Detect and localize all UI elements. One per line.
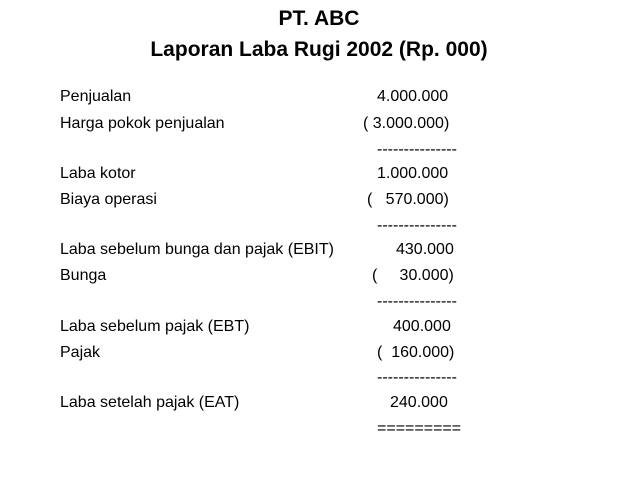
row-label: Laba sebelum bunga dan pajak (EBIT) bbox=[60, 241, 334, 258]
row-value: ( 160.000) bbox=[377, 344, 455, 361]
row-separator bbox=[0, 214, 638, 238]
report-title: Laporan Laba Rugi 2002 (Rp. 000) bbox=[150, 38, 488, 61]
row-value: 430.000 bbox=[396, 241, 454, 258]
row-label: Laba setelah pajak (EAT) bbox=[60, 394, 240, 411]
row-label: Bunga bbox=[60, 267, 107, 284]
row-separator bbox=[0, 366, 638, 390]
row-label: Harga pokok penjualan bbox=[60, 115, 225, 132]
separator-line: --------------- bbox=[377, 217, 457, 234]
row-separator bbox=[0, 290, 638, 314]
row-label: Pajak bbox=[60, 344, 101, 361]
row-label: Laba kotor bbox=[60, 165, 136, 182]
row-biaya-operasi bbox=[0, 188, 638, 212]
row-separator bbox=[0, 138, 638, 162]
row-value: 1.000.000 bbox=[377, 165, 449, 182]
row-eat bbox=[0, 391, 638, 415]
separator-line: --------------- bbox=[377, 293, 457, 310]
row-value: 4.000.000 bbox=[377, 88, 449, 105]
row-label: Penjualan bbox=[60, 88, 132, 105]
row-double-underline bbox=[0, 417, 638, 441]
row-value: ( 3.000.000) bbox=[363, 115, 450, 132]
separator-line: --------------- bbox=[377, 141, 457, 158]
row-penjualan bbox=[0, 85, 638, 109]
row-bunga bbox=[0, 264, 638, 288]
row-hpp bbox=[0, 112, 638, 136]
row-laba-kotor bbox=[0, 162, 638, 186]
row-ebt bbox=[0, 315, 638, 339]
company-title: PT. ABC bbox=[278, 7, 360, 30]
row-value: ( 30.000) bbox=[372, 267, 454, 284]
row-value: 400.000 bbox=[393, 318, 451, 335]
row-label: Laba sebelum pajak (EBT) bbox=[60, 318, 250, 335]
row-label: Biaya operasi bbox=[60, 191, 157, 208]
row-value: ( 570.000) bbox=[367, 191, 449, 208]
row-value: 240.000 bbox=[390, 394, 448, 411]
double-underline: ========= bbox=[377, 420, 462, 437]
separator-line: --------------- bbox=[377, 369, 457, 386]
row-pajak bbox=[0, 341, 638, 365]
row-ebit bbox=[0, 238, 638, 262]
